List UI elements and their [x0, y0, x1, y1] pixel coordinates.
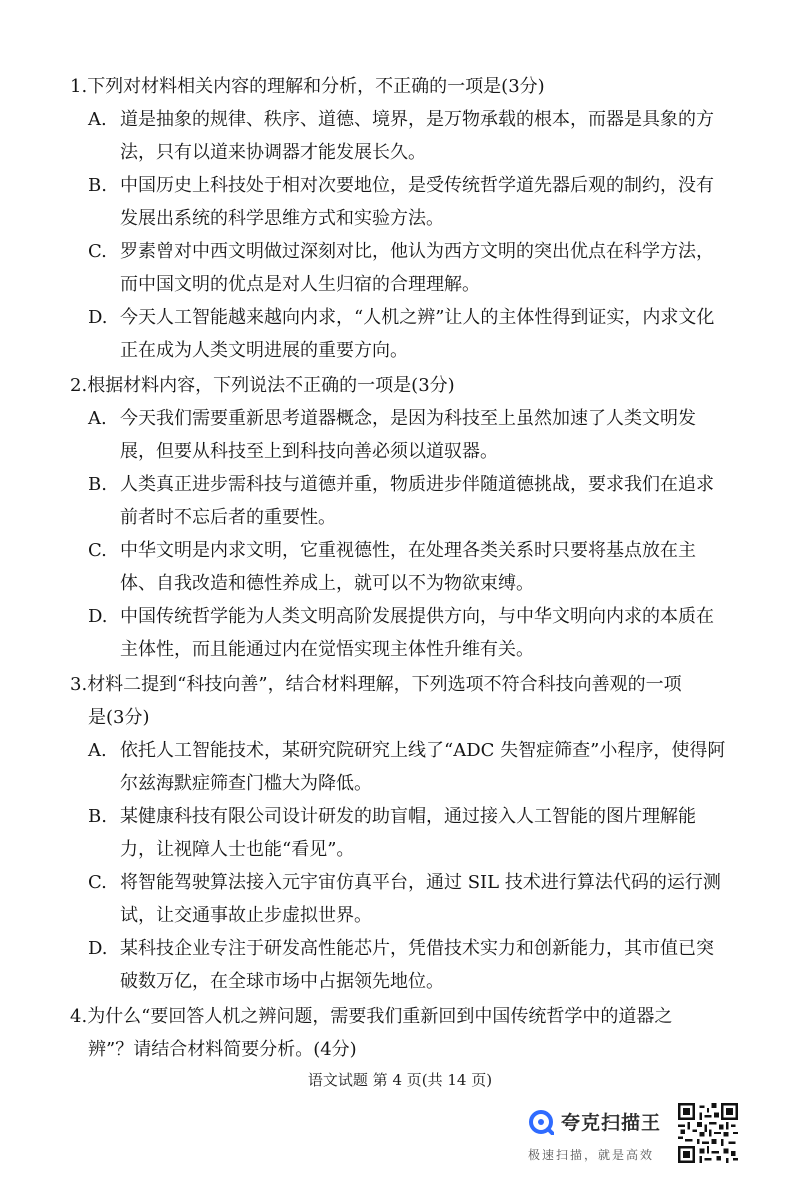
answer-option	[70, 169, 735, 235]
option-text: 今天我们需要重新思考道器概念，是因为科技至上虽然加速了人类文明发展，但要从科技至上到科技向善必须以道驭器。	[120, 408, 696, 462]
option-label: D.	[88, 606, 108, 627]
answer-option	[70, 468, 735, 534]
option-label: C.	[88, 241, 107, 262]
option-label: B.	[88, 474, 107, 495]
question	[70, 369, 735, 666]
answer-option	[70, 402, 735, 468]
quark-logo-icon	[528, 1109, 554, 1135]
option-label: C.	[88, 872, 107, 893]
option-label: A.	[88, 408, 107, 429]
question-number: 3.	[70, 674, 88, 695]
option-text: 罗素曾对中西文明做过深刻对比，他认为西方文明的突出优点在科学方法，而中国文明的优点是对人生归宿的合理理解。	[120, 241, 714, 295]
option-text: 依托人工智能技术，某研究院研究上线了“ADC 失智症筛查”小程序，使得阿尔兹海默症筛查门槛大为降低。	[120, 740, 726, 794]
answer-option	[70, 301, 735, 367]
option-label: D.	[88, 307, 108, 328]
option-label: A.	[88, 740, 107, 761]
option-label: B.	[88, 806, 107, 827]
scanner-slogan: 极速扫描，就是高效	[528, 1148, 655, 1162]
question-stem-text: 下列对材料相关内容的理解和分析，不正确的一项是(3分)	[87, 76, 545, 97]
qr-code-icon	[678, 1103, 738, 1163]
question-number: 1.	[70, 76, 88, 97]
option-label: D.	[88, 938, 108, 959]
page-footer: 语文试题 第 4 页(共 14 页)	[307, 1071, 493, 1089]
answer-option	[70, 534, 735, 600]
question-number: 4.	[70, 1006, 88, 1027]
question	[70, 1000, 735, 1066]
question-number: 2.	[70, 375, 88, 396]
answer-option	[70, 600, 735, 666]
question	[70, 70, 735, 367]
question-stem-text: 为什么“要回答人机之辨问题，需要我们重新回到中国传统哲学中的道器之	[87, 1006, 673, 1027]
option-text: 今天人工智能越来越向内求，“人机之辨”让人的主体性得到证实，内求文化正在成为人类文明进展的重要方向。	[120, 307, 715, 361]
option-text: 人类真正进步需科技与道德并重，物质进步伴随道德挑战，要求我们在追求前者时不忘后者的重要性。	[120, 474, 714, 528]
option-text: 中国传统哲学能为人类文明高阶发展提供方向，与中华文明向内求的本质在主体性，而且能通过内在觉悟实现主体性升维有关。	[120, 606, 714, 660]
answer-option	[70, 103, 735, 169]
answer-option	[70, 932, 735, 998]
question-stem-text: 根据材料内容，下列说法不正确的一项是(3分)	[87, 375, 455, 396]
answer-option	[70, 866, 735, 932]
option-label: C.	[88, 540, 107, 561]
answer-option	[70, 800, 735, 866]
question-stem	[70, 369, 735, 402]
answer-option	[70, 734, 735, 800]
option-text: 某健康科技有限公司设计研发的助盲帽，通过接入人工智能的图片理解能力，让视障人士也能“看见”。	[120, 806, 696, 860]
question-list	[70, 70, 735, 1066]
question-stem	[70, 668, 735, 701]
scanner-brand: 夸克扫描王	[561, 1112, 662, 1134]
question-stem-continuation: 辨”？请结合材料简要分析。(4分)	[88, 1039, 357, 1060]
option-text: 道是抽象的规律、秩序、道德、境界，是万物承载的根本，而器是具象的方法，只有以道来协调器才能发展长久。	[120, 109, 714, 163]
option-text: 中国历史上科技处于相对次要地位，是受传统哲学道先器后观的制约，没有发展出系统的科学思维方式和实验方法。	[120, 175, 714, 229]
option-text: 将智能驾驶算法接入元宇宙仿真平台，通过 SIL 技术进行算法代码的运行测试，让交通事故止步虚拟世界。	[120, 872, 721, 926]
question	[70, 668, 735, 998]
option-text: 中华文明是内求文明，它重视德性，在处理各类关系时只要将基点放在主体、自我改造和德性养成上，就可以不为物欲束缚。	[120, 540, 696, 594]
question-stem	[70, 1000, 735, 1033]
option-text: 某科技企业专注于研发高性能芯片，凭借技术实力和创新能力，其市值已突破数万亿，在全球市场中占据领先地位。	[120, 938, 714, 992]
option-label: A.	[88, 109, 107, 130]
option-label: B.	[88, 175, 107, 196]
answer-option	[70, 235, 735, 301]
question-stem-continuation: 是(3分)	[88, 707, 150, 728]
question-stem-text: 材料二提到“科技向善”，结合材料理解，下列选项不符合科技向善观的一项	[87, 674, 682, 695]
question-stem	[70, 70, 735, 103]
